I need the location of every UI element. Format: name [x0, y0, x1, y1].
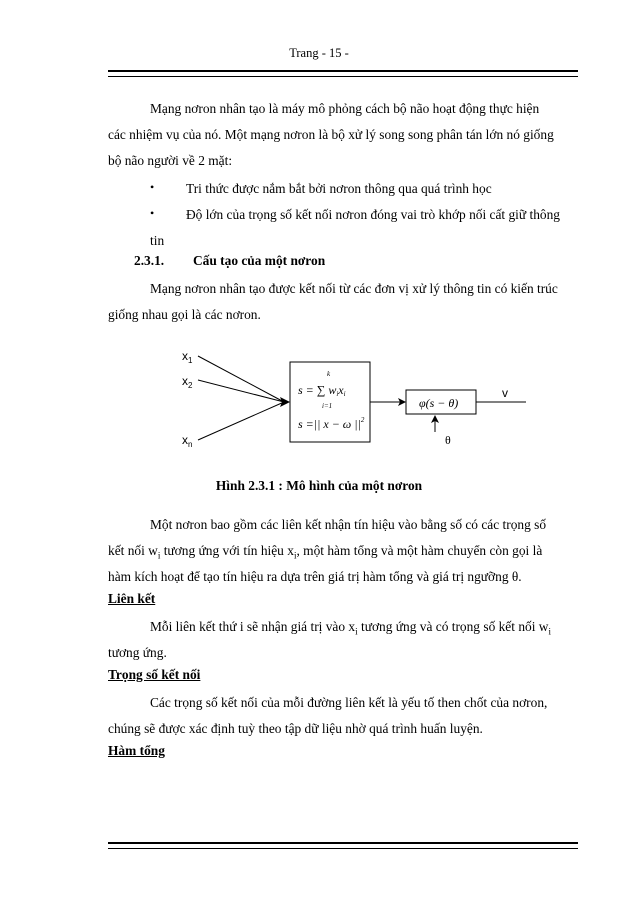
input-x2-label: $x_2$: [182, 374, 193, 390]
intro-line-1: Mạng nơron nhân tạo là máy mô phỏng cách bộ não hoạt động thực hiện: [150, 101, 540, 116]
bullet-2-wrap: tin: [150, 233, 165, 248]
trong-so-line-2: chúng sẽ được xác định tuỳ theo tập dữ liệu nhờ quá trình huấn luyện.: [108, 721, 483, 736]
section-number: 2.3.1.: [134, 253, 165, 268]
trong-so-line-1: Các trọng số kết nối của mỗi đường liên kết là yếu tố then chốt của nơron,: [150, 695, 548, 710]
bullet-1-text: Tri thức được nắm bắt bởi nơron thông qua quá trình học: [186, 181, 492, 196]
input-x1-label: $x_1$: [182, 349, 193, 365]
section-title: Cấu tạo của một nơron: [193, 253, 326, 268]
input-line-n: [198, 402, 284, 440]
bullet-2-dot: •: [150, 206, 155, 220]
section-para-line-2: giống nhau gọi là các nơron.: [108, 307, 261, 322]
header-rule: [108, 70, 578, 77]
figure-caption: Hình 2.3.1 : Mô hình của một nơron: [215, 478, 423, 493]
threshold-label: θ: [445, 433, 451, 447]
page-header: Trang - 15 -: [289, 46, 349, 60]
footer-rule: [108, 842, 578, 849]
sum-upper-limit: k: [327, 370, 331, 378]
input-line-1: [198, 356, 284, 402]
norm-formula: s =|| x − ω $||^2$: [298, 416, 365, 431]
input-arrowhead: [280, 397, 290, 407]
heading-ham-tong: Hàm tổng: [108, 743, 165, 758]
lien-ket-line-1: Mỗi liên kết thứ i sẽ nhận giá trị vào $x_i$ tương ứng và có trọng số kết nối $w_i$: [150, 619, 551, 637]
heading-trong-so: Trọng số kết nối: [108, 667, 201, 682]
desc-line-2: kết nối $w_i$ tương ứng với tín hiệu $x_i$, một hàm tổng và một hàm chuyển còn gọi là: [108, 543, 543, 561]
neuron-diagram: [170, 340, 530, 460]
input-line-2: [198, 380, 284, 402]
sum-formula: s = ∑ wixi: [298, 383, 346, 398]
lien-ket-line-2: tương ứng.: [108, 645, 167, 660]
output-label: v: [502, 386, 508, 400]
desc-line-3: hàm kích hoạt để tạo tín hiệu ra dựa trên giá trị hàm tổng và giá trị ngưỡng θ.: [108, 569, 522, 584]
intro-line-3: bộ não người về 2 mặt:: [108, 153, 233, 168]
activation-function: φ(s − θ): [419, 396, 459, 410]
section-para-line-1: Mạng nơron nhân tạo được kết nối từ các đơn vị xử lý thông tin có kiến trúc: [150, 281, 558, 296]
intro-line-2: các nhiệm vụ của nó. Một mạng nơron là bộ xử lý song song phân tán lớn nó giống: [108, 127, 554, 142]
desc-line-1: Một nơron bao gồm các liên kết nhận tín hiệu vào bằng số có các trọng số: [150, 517, 547, 532]
heading-lien-ket: Liên kết: [108, 591, 156, 606]
sum-lower-limit: i=1: [322, 402, 333, 410]
bullet-1-dot: •: [150, 180, 155, 194]
input-xn-label: $x_n$: [182, 433, 193, 449]
bullet-2-text: Độ lớn của trọng số kết nối nơron đóng vai trò khớp nối cất giữ thông: [186, 207, 561, 222]
